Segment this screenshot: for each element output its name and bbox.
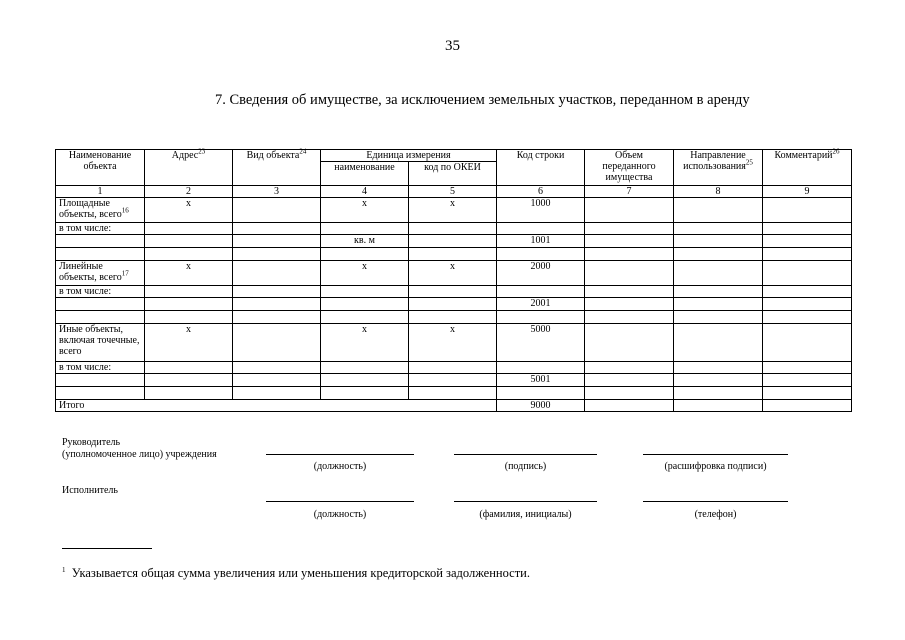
row-label: Линейные объекты, всего$^{17}$: [56, 261, 145, 286]
column-number: 3: [233, 186, 321, 198]
table-row-blank: [56, 387, 852, 400]
cell-usage: [674, 198, 763, 223]
row-label: Итого: [56, 400, 497, 412]
section-title-text: Сведения об имуществе, за исключением земельных участков, переданном в аренду: [229, 92, 750, 108]
table-row-blank: [56, 248, 852, 261]
column-number: 8: [674, 186, 763, 198]
cell-line-code: 1000: [497, 198, 585, 223]
column-number: 1: [56, 186, 145, 198]
row-label: в том числе:: [56, 362, 145, 374]
header-address: Адрес$^{23}$: [145, 150, 233, 186]
signature-line: [266, 454, 414, 455]
footnote-ref: 16: [121, 206, 129, 215]
table-row-area-total: [56, 198, 852, 223]
table-row-area-incl: [56, 223, 852, 235]
column-number: 4: [321, 186, 409, 198]
signature-line: [454, 501, 597, 502]
caption-position: (должность): [313, 461, 367, 472]
cell-line-code: 2001: [497, 298, 585, 311]
row-label: Площадные объекты, всего$^{16}$: [56, 198, 145, 223]
signature-line: [454, 454, 597, 455]
table-row-area-sub: [56, 235, 852, 248]
cell-unit-name: кв. м: [321, 235, 409, 248]
cell-line-code: 5000: [497, 324, 585, 362]
column-number: 5: [409, 186, 497, 198]
signature-line: [266, 501, 414, 502]
column-number: 2: [145, 186, 233, 198]
signature-line: [643, 501, 788, 502]
header-object-kind: Вид объекта$^{24}$: [233, 150, 321, 186]
cell-unit-name: x: [321, 324, 409, 362]
column-number-row: [56, 186, 852, 198]
footnote-ref: 26: [832, 147, 840, 156]
footnote: [62, 566, 530, 581]
header-unit-group: Единица измерения: [321, 150, 497, 162]
table-row-other-total: [56, 324, 852, 362]
column-number: 6: [497, 186, 585, 198]
cell-comment: [763, 198, 852, 223]
cell-kind: [233, 198, 321, 223]
header-comment: Комментарий$^{26}$: [763, 150, 852, 186]
cell-unit-name: x: [321, 261, 409, 286]
cell-address: x: [145, 198, 233, 223]
row-label: в том числе:: [56, 223, 145, 235]
cell-unit-code: x: [409, 198, 497, 223]
footnote-rule: [62, 548, 152, 549]
header-volume: Объем переданного имущества: [585, 150, 674, 186]
table-row-other-incl: [56, 362, 852, 374]
cell-unit-name: x: [321, 198, 409, 223]
footnote-text: Указывается общая сумма увеличения или уменьшения кредиторской задолженности.: [71, 566, 530, 580]
footnote-ref: 25: [745, 158, 753, 167]
cell-address: x: [145, 324, 233, 362]
caption-phone: (телефон): [694, 509, 737, 520]
caption-position: (должность): [313, 509, 367, 520]
property-lease-table: [55, 149, 852, 412]
column-number: 7: [585, 186, 674, 198]
executor-label: Исполнитель: [62, 485, 118, 496]
table-row-blank: [56, 311, 852, 324]
header-object-name: Наименование объекта: [56, 150, 145, 186]
header-unit-name: наименование: [321, 162, 409, 186]
cell-line-code: 2000: [497, 261, 585, 286]
header-usage: Направление использования$^{25}$: [674, 150, 763, 186]
page-number: 35: [445, 38, 460, 54]
footnote-ref: 24: [299, 147, 307, 156]
footnote-marker: 1: [62, 565, 66, 574]
table-row-linear-total: [56, 261, 852, 286]
head-label: Руководитель (уполномоченное лицо) учреждения: [62, 437, 217, 460]
cell-line-code: 5001: [497, 374, 585, 387]
table-row-linear-incl: [56, 286, 852, 298]
header-unit-code: код по ОКЕИ: [409, 162, 497, 186]
signature-line: [643, 454, 788, 455]
cell-line-code: 9000: [497, 400, 585, 412]
header-line-code: Код строки: [497, 150, 585, 186]
section-number: 7.: [215, 92, 226, 108]
footnote-ref: 23: [198, 147, 206, 156]
column-number: 9: [763, 186, 852, 198]
caption-signature: (подпись): [504, 461, 547, 472]
table-row-total: [56, 400, 852, 412]
table-row-linear-sub: [56, 298, 852, 311]
caption-name-initials: (фамилия, инициалы): [479, 509, 572, 520]
row-label: Иные объекты, включая точечные, всего: [56, 324, 145, 362]
footnote-ref: 17: [121, 269, 129, 278]
caption-signature-transcript: (расшифровка подписи): [664, 461, 767, 472]
cell-address: x: [145, 261, 233, 286]
table-row-other-sub: [56, 374, 852, 387]
cell-volume: [585, 198, 674, 223]
cell-unit-code: x: [409, 324, 497, 362]
row-label: в том числе:: [56, 286, 145, 298]
cell-line-code: 1001: [497, 235, 585, 248]
section-title: [215, 92, 750, 109]
cell-unit-code: x: [409, 261, 497, 286]
